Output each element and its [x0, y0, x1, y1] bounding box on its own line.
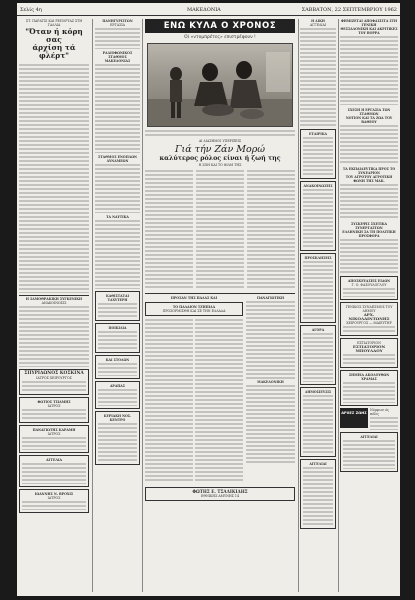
lower-body: [145, 318, 243, 483]
ad-title: ΑΓΓΕΛΙΑ: [46, 458, 62, 462]
article-3-headline-2: ΤΟΥ ΑΓΡΟΤΟΥ ΑΓΡΟΤΙΚΗ ΦΩΝΗ ΤΗΣ ΜΑΚ.: [345, 175, 393, 183]
ad-title: ΑΠΟΣΚΕΥΑΣΕΙΣ ΕΙΔΩΝ: [347, 279, 391, 283]
notice-box: [300, 387, 336, 457]
page-number: Σελίς 4η: [20, 7, 42, 13]
photo-caption: Οί «ντομπρέτες» επιστρέφουν !: [184, 35, 256, 40]
radio-title: ΡΑΔΙΟΦΩΝΙΚΟΣ ΣΤΑΘΜΟΣ ΜΑΚΕΔΟΝΙΑΣ: [102, 51, 133, 63]
ad-title: ΑΓΓΕΛΙΑΙ: [360, 435, 378, 439]
kicker: ΣΤ. ΠΑΡΑΤΣΙ ΚΑΙ ΡΕΠΟΡΤΑΖ ΣΤΗ ΓΑΛΛΙΑ: [25, 19, 83, 27]
listing-title: ΠΑΝΗΓΥΡΙΣΤΩΝ: [102, 19, 133, 23]
ad-text: [343, 381, 395, 403]
ad-subtitle: Γ. Ο. ΦΑΣΟΥΛΟΓΛΟΥ: [351, 283, 387, 287]
article-3-headline: ΤΑ ΕΚΠΑΙΔΕΥΤΙΚΑ ΠΡΟΣ ΤΟ ΣΥΝΕΔΡΙΟΝ: [342, 167, 396, 175]
notices-title: Η ΔΙΚΗ: [311, 19, 325, 23]
headline-line-2: άρχίση τά φλέρτ": [32, 43, 76, 60]
box-title: ΚΑΘΙΣΤΑΤΑΙ ΤΑΧΥΤΕΡΗ: [106, 294, 129, 302]
column-rule: [92, 19, 93, 592]
ad-title: ΑΡΧ. ΝΙΚΟΛΑΙΝΤΩΝΗΣ: [348, 312, 390, 321]
section-body: [19, 305, 89, 367]
box-sunday: [95, 411, 140, 465]
radio-schedule: [95, 63, 140, 153]
lower-right-title-2: ΜΑΚΕΔΟΝΙΚΗ: [257, 380, 284, 384]
ad-notice: [19, 455, 89, 487]
notice-box: [300, 181, 336, 251]
box-text: [98, 302, 137, 318]
column-notices: [300, 19, 336, 592]
box-text: [98, 388, 137, 406]
box-title: ΠΟΙΚΙΛΙΑ: [108, 326, 127, 330]
column-right: [340, 19, 398, 592]
ad-text: [22, 462, 86, 484]
notice-box: [300, 129, 336, 179]
ad-text: [343, 287, 395, 297]
ad-text: [343, 439, 395, 469]
lower-section: [145, 293, 295, 483]
ad-classifieds: [340, 432, 398, 472]
publication-date: ΣΑΒΒΑΤΟΝ, 22 ΣΕΠΤΕΜΒΡΙΟΥ 1962: [301, 7, 397, 13]
notice-title: ΕΤΑΙΡΙΚΑ: [309, 132, 327, 136]
ad-title: ΣΗΜΕΙΑ ΑΚΟΛΟΥΘΩΝ ΧΡΑΜΑΣ: [348, 373, 390, 381]
notice-text: [303, 394, 333, 454]
notice-title: ΑΝΑΚΟΙΝΩΣΕΙΣ: [303, 184, 333, 188]
section-title: Η ΣΑΜΟΘΡΑΚΙΚΗ ΣΥΓΚΕΝΙΚΗ: [19, 295, 89, 301]
section-subtitle: ΑΝΑΚΟΙΝΩΣΙΣ: [41, 301, 67, 305]
listing-text: [95, 27, 140, 49]
box-title: ΚΑΙ ΣΤΟΛΩΝ: [105, 358, 130, 362]
article-body: [19, 63, 89, 293]
lower-body-col: [195, 318, 243, 483]
column-left: [19, 19, 89, 592]
notice-title: ΑΓΓΕΛΙΑΙ: [309, 462, 327, 466]
ad-subtitle: ΙΑΤΡΟΣ: [47, 432, 61, 436]
ad-text: [343, 353, 395, 365]
notice-text: [303, 188, 333, 248]
ad-title: ΠΑΝΑΓΙΩΤΗΣ ΚΑΡΑΜΗ: [32, 428, 76, 432]
notice-box: [300, 459, 336, 529]
ad-title: ΦΩΤΙΟΣ ΤΣΙΑΜΗΣ: [37, 400, 71, 404]
lower-right-body-2: [246, 384, 295, 464]
lower-body-col: [145, 318, 193, 483]
lower-box: [145, 302, 243, 316]
article-2-headline-2: ΝΟΤΙΟΝ ΚΑΙ ΤΑ ΖΩΑ ΤΟΥ ΒΑΘΕΟΥ: [345, 116, 393, 124]
ad-title: ΦΩΤΗΣ Ε. ΤΣΑΛΙΚΙΔΗΣ: [192, 489, 248, 494]
ad-header: ΓΕΝΙΚΟΣ ΣΥΝΔΕΣΜΟΣ ΤΟΥ ΔΗΜΟΥ: [345, 305, 393, 313]
headline-line-1: "Όταν ή κόρη σας: [25, 27, 83, 44]
ad-doctor-tsiamis: [19, 397, 89, 423]
box-title: ΚΥΡΙΑΚΗ ΝΟΣ. ΚΕΝΤΡΟ: [103, 414, 132, 422]
photo-text: [145, 129, 295, 137]
ad-text: [22, 408, 86, 420]
ad-subtitle: ΙΑΤΡΟΣ ΧΕΙΡΟΥΡΓΟΣ: [36, 376, 72, 380]
ad-text: [343, 325, 395, 333]
ad-title: ΙΩΑΝΝΗΣ Ν. ΒΡΟΧΙΣ: [34, 492, 74, 496]
notice-box: [300, 253, 336, 323]
small-ad-text: [370, 416, 398, 430]
feature-headline-2: καλύτερος ρόλος είναι ή ζωή της: [159, 155, 281, 162]
ad-subtitle: ΕΘΝΙΚΗΣ ΑΜΥΝΗΣ 14: [201, 494, 239, 498]
ad-title: ΣΠΥΡΙΔΩΝΟΣ ΚΟΣΚΙΝΑ: [24, 371, 84, 376]
notices-sub: ΑΓΓΕΛΙΑΙ: [309, 23, 327, 27]
lower-left-article: [145, 296, 243, 483]
box-text: [98, 330, 137, 350]
article-2-headline: ΣΧΕΣΗ Η ΕΡΓΑΣΙΑ ΤΩΝ ΣΤΑΘΜΩΝ: [347, 108, 391, 116]
feature-body-col: [145, 169, 193, 289]
notice-title: ΠΡΟΣΚΛΗΣΕΙΣ: [304, 256, 332, 260]
column-rule: [338, 19, 339, 592]
feature-headline-1: Γιά τήν Ζάν Μορώ: [174, 144, 266, 155]
ad-restaurant: [340, 338, 398, 368]
radio-army-title: ΣΤΑΘΜΟΣ ΕΝΟΠΛΩΝ ΔΥΝΑΜΕΩΝ: [98, 155, 137, 163]
dark-ad-text: ΑΡΧΕΣ ΖΩΗΣ: [341, 411, 367, 415]
article-1-headline: ΦΗΜΙΖΕΤΑΙ ΑΠΟΦΑΣΙΣΤΑ ΣΤΗ ΓΕΝΙΚΗ: [340, 19, 398, 27]
box-title: ΑΡΑΠΑΣ: [109, 384, 126, 388]
notices-text: [300, 27, 336, 127]
ad-doctor-karamis: [19, 425, 89, 453]
ad-surgeon: [340, 302, 398, 336]
ad-doctor-koskinas: [19, 369, 89, 395]
small-ad: [370, 408, 398, 430]
feature-banner: ΕΝΩ ΚΥΛΑ Ο ΧΡΟΝΟΣ: [145, 19, 295, 33]
newspaper-page: [17, 3, 400, 596]
feature-kicker: ΑΙ ΔΙΑΣΗΜΟΙ ΥΠΕΡΙΞΕΙΣ: [198, 139, 242, 143]
box-arapas: [95, 381, 140, 409]
ad-subtitle: ΧΕΙΡΟΥΡΓΟΣ — ΜΑΙΕΥΤΗΡ: [346, 321, 392, 325]
article-1-body: [340, 35, 398, 105]
notice-text: [303, 332, 333, 382]
box-uniforms: [95, 355, 140, 379]
naval-title: ΤΑ ΝΑΥΤΙΚΑ: [106, 215, 129, 219]
ad-luggage: [340, 276, 398, 300]
lower-box-title: ΤΟ ΠΑΛΑΙΟΝ ΤΖΗΠΙΔΑ: [172, 305, 216, 309]
ad-text: [22, 500, 86, 510]
article-1-headline-2: ΘΕΣΣΑΛΟΝΙΚΗ ΚΑΙ ΑΚΡΙΤΙΚΕΣ ΤΟΥ ΒΟΡΡΑ: [340, 27, 398, 35]
article-3-body: [340, 183, 398, 219]
ad-train: [340, 370, 398, 406]
notice-text: [303, 260, 333, 320]
article-2-body: [340, 124, 398, 164]
column-rule: [298, 19, 299, 592]
listing-sub: ΕΡΓΑΣΙΑ: [110, 23, 125, 27]
column-listings: [95, 19, 140, 592]
article-4-headline: ΣΥΣΚΕΨΙΣ ΣΧΕΤΙΚΑ ΣΥΝΕΡΓΑΣΤΩΝ: [350, 222, 387, 230]
newspaper-name: ΜΑΚΕΔΟΝΙΑ: [187, 7, 221, 13]
ad-tsalikidis: [145, 487, 295, 501]
ad-text: [22, 380, 86, 392]
naval-text: [95, 219, 140, 289]
lower-right-body: [246, 300, 295, 380]
feature-body-col: [196, 169, 244, 289]
notice-text: [303, 136, 333, 176]
radio-army-schedule: [95, 163, 140, 213]
dark-ad: [340, 408, 368, 428]
ad-subtitle: ΙΑΤΡΟΣ: [47, 404, 61, 408]
ad-subtitle: ΙΑΤΡΟΣ: [47, 496, 61, 500]
ad-doctor-vrochis: [19, 489, 89, 513]
ad-text: [22, 436, 86, 450]
center-feature: [145, 19, 295, 592]
lower-box-sub: ΠΡΟΣΟΡΜΙΣΘΗ ΚΑΙ ΣΕ ΤΗΝ ΕΛΛΑΔΑ: [162, 309, 226, 313]
small-ad-title: Νόμφωσ ώς πόλις: [370, 408, 390, 416]
notice-title: ΔΗΜΟΣΙΕΥΣΙΣ: [304, 390, 332, 394]
column-rule: [142, 19, 143, 592]
article-4-body: [340, 238, 398, 274]
lower-right-title-1: ΠΑΝΑΓΙΩΤΙΚΗ: [256, 296, 285, 300]
notice-box: [300, 325, 336, 385]
box-faster: [95, 291, 140, 321]
box-misc: [95, 323, 140, 353]
page-header: [17, 6, 400, 16]
lower-title: ΠΡΟΣΑΝ ΤΗΣ ΠΑΛΑΣ ΚΑΙ: [170, 296, 218, 300]
ad-title: ΕΣΤΙΑΤΟΡΙΟΝ ΜΠΟΥΛΑΟΥ: [352, 344, 386, 353]
article-4-headline-2: ΕΛΛΗΝΙΚΗ ΣΑ ΤΗ ΠΟΛΙΤΙΚΗ ΠΡΟΣΦΟΡΑ: [342, 230, 396, 238]
ad-header: ΕΣΤΙΑΤΟΡΙΟΝ: [357, 341, 381, 345]
box-text: [98, 422, 137, 462]
box-text: [98, 362, 137, 376]
feature-photo: [147, 43, 293, 127]
notice-text: [303, 466, 333, 526]
bottom-ads: [340, 408, 398, 430]
feature-subhead: Η ΖΩΗ ΚΑΙ ΤΟ ΦΙΛΜ ΤΗΣ: [198, 163, 242, 167]
notice-title: ΑΓΟΡΑ: [311, 328, 325, 332]
feature-body-col: [247, 169, 295, 289]
lower-right-article: [246, 296, 295, 483]
feature-body: [145, 169, 295, 289]
